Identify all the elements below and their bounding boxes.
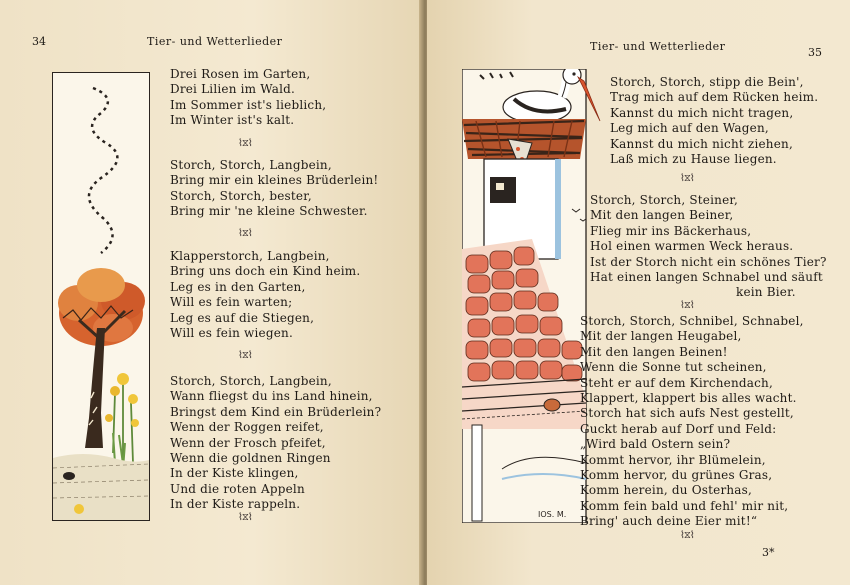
stanza-ornament: ⌇⧖⌇ xyxy=(680,300,694,311)
verse-line: Und die roten Appeln xyxy=(170,481,305,496)
stanza-ornament: ⌇⧖⌇ xyxy=(238,512,252,523)
verse-line: Mit den langen Beinen! xyxy=(580,344,728,359)
verse-line: Bring mir ein kleines Brüderlein! xyxy=(170,173,379,188)
verse-line: Bring mir 'ne kleine Schwester. xyxy=(170,204,368,219)
verse-line: Storch hat sich aufs Nest gestellt, xyxy=(580,406,794,421)
page-number-right: 35 xyxy=(808,46,822,59)
verse-line: Laß mich zu Hause liegen. xyxy=(610,152,777,167)
verse-line: Will es fein wiegen. xyxy=(170,326,293,341)
verse-line: Storch, Storch, bester, xyxy=(170,188,312,203)
stanza-4 xyxy=(170,374,381,513)
verse-line: „Wird bald Ostern sein? xyxy=(580,437,731,452)
verse-line: Storch, Storch, Langbein, xyxy=(170,374,332,388)
verse-line: Leg es auf die Stiegen, xyxy=(170,310,315,325)
verse-line: Storch, Storch, Steiner, xyxy=(590,193,739,207)
left-page xyxy=(0,0,423,585)
tree-trunk xyxy=(85,328,105,448)
stanza-ornament: ⌇⧖⌇ xyxy=(238,350,252,361)
running-header-left: Tier- und Wetterlieder xyxy=(147,35,283,48)
verse-line: Im Sommer ist's lieblich, xyxy=(170,97,327,112)
frog xyxy=(63,472,75,480)
verse-line: Bring uns doch ein Kind heim. xyxy=(170,264,361,279)
verse-line: Drei Rosen im Garten, xyxy=(170,67,311,81)
verse-line: Storch, Storch, Schnibel, Schnabel, xyxy=(580,314,804,328)
verse-line: Storch, Storch, Langbein, xyxy=(170,158,332,172)
verse-line: Komm herein, du Osterhas, xyxy=(580,483,753,498)
ground xyxy=(53,454,149,520)
verse-line: Flieg mir ins Bäckerhaus, xyxy=(590,223,752,238)
verse-line: Kannst du mich nicht tragen, xyxy=(610,105,794,120)
verse-line: Klappert, klappert bis alles wacht. xyxy=(580,391,797,406)
verse-line: Trag mich auf dem Rücken heim. xyxy=(610,90,819,105)
verse-line: Hat einen langen Schnabel und säuft xyxy=(590,270,823,285)
verse-line: Will es fein warten; xyxy=(170,295,293,310)
verse-line: Storch, Storch, stipp die Bein', xyxy=(610,75,804,89)
stanza-3 xyxy=(170,249,360,341)
verse-line: Guckt herab auf Dorf und Feld: xyxy=(580,421,777,436)
verse-line: In der Kiste klingen, xyxy=(170,466,299,481)
verse-line: Mit der langen Heugabel, xyxy=(580,329,742,344)
stanza-ornament: ⌇⧖⌇ xyxy=(680,173,694,184)
stanza-ornament: ⌇⧖⌇ xyxy=(238,138,252,149)
stork-illustration xyxy=(462,69,586,523)
verse-line: Komm hervor, du grünes Gras, xyxy=(580,468,773,483)
verse-line: Wenn der Frosch pfeifet, xyxy=(170,435,326,450)
verse-line: Drei Lilien im Wald. xyxy=(170,82,296,97)
verse-line: Ist der Storch nicht ein schönes Tier? xyxy=(590,254,827,269)
verse-line: Bringst dem Kind ein Brüderlein? xyxy=(170,404,382,419)
stanza-2 xyxy=(170,158,378,220)
verse-line: Klapperstorch, Langbein, xyxy=(170,249,330,263)
tree-illustration-frame xyxy=(52,72,150,521)
verse-line: Im Winter ist's kalt. xyxy=(170,113,295,128)
verse-line: Wann fliegst du ins Land hinein, xyxy=(170,389,373,404)
verse-line: Steht er auf dem Kirchendach, xyxy=(580,375,773,390)
stanza-ornament: ⌇⧖⌇ xyxy=(680,530,694,541)
stanza-6 xyxy=(590,193,827,301)
verse-line: Kannst du mich nicht ziehen, xyxy=(610,136,793,151)
verse-line: Bring' auch deine Eier mit!“ xyxy=(580,514,758,529)
verse-line: Mit den langen Beiner, xyxy=(590,208,734,223)
verse-line: Wenn die Sonne tut scheinen, xyxy=(580,360,767,375)
stanza-ornament: ⌇⧖⌇ xyxy=(238,228,252,239)
verse-line: Leg mich auf den Wagen, xyxy=(610,121,769,136)
verse-line: Hol einen warmen Weck heraus. xyxy=(590,239,794,254)
stanza-7 xyxy=(580,314,804,530)
smoke-trail xyxy=(89,88,117,253)
verse-line: Leg es in den Garten, xyxy=(170,279,306,294)
running-header-right: Tier- und Wetterlieder xyxy=(590,40,726,53)
verse-line: Komm fein bald und fehl' mir nit, xyxy=(580,498,789,513)
verse-line: Wenn die goldnen Ringen xyxy=(170,451,331,466)
signature-mark: 3* xyxy=(762,546,775,559)
stanza-1 xyxy=(170,67,326,129)
right-page xyxy=(427,0,850,585)
verse-line: Kommt hervor, ihr Blümelein, xyxy=(580,452,766,467)
verse-line: In der Kiste rappeln. xyxy=(170,497,301,512)
autumn-tree-illustration xyxy=(53,73,149,520)
page-number-left: 34 xyxy=(32,35,46,48)
verse-line: kein Bier. xyxy=(736,285,796,300)
verse-line: Wenn der Roggen reifet, xyxy=(170,420,324,435)
artist-monogram: IOS. M. xyxy=(538,510,567,519)
stanza-5 xyxy=(610,75,818,167)
